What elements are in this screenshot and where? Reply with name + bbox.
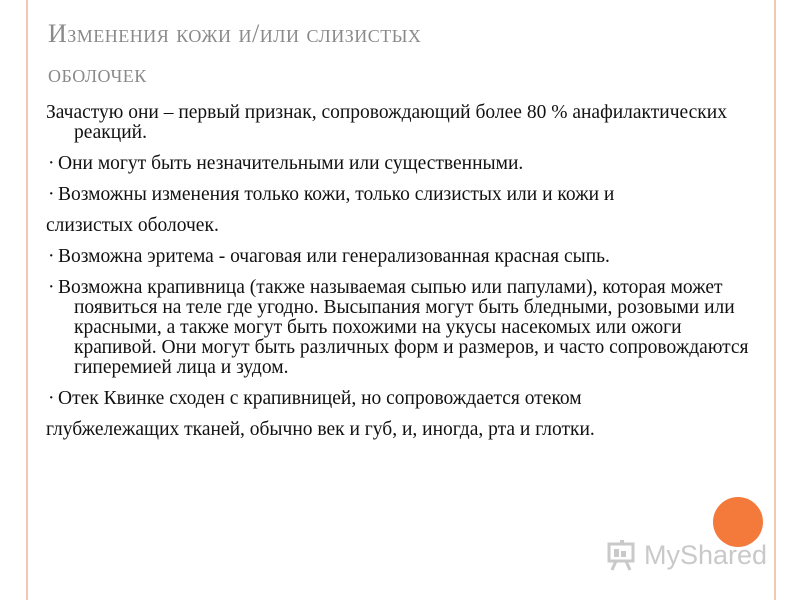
bullet-item: [46, 389, 766, 409]
bullet-text: Возможны изменения только кожи, только слизистых или и кожи и: [58, 184, 615, 205]
bullet-marker: ·: [48, 184, 55, 205]
slide-body: [46, 103, 766, 451]
bullet-item: [46, 278, 766, 378]
bullet-item: [46, 247, 766, 267]
intro-paragraph: Зачастую они – первый признак, сопровождающий более 80 % анафилактических реакций.: [46, 102, 727, 143]
presentation-board-icon: [606, 539, 638, 571]
bullet-text: Возможна эритема - очаговая или генерализованная красная сыпь.: [58, 246, 610, 267]
bullet-marker: ·: [48, 277, 55, 298]
slide-title-line-2: оболочек: [48, 59, 147, 88]
slide-title: [48, 14, 768, 94]
logo-text: MyShared: [644, 539, 768, 570]
bullet-item: [46, 185, 766, 205]
bullet-marker: ·: [48, 246, 55, 267]
myshared-logo: [606, 537, 767, 573]
continuation-line: слизистых оболочек.: [46, 215, 219, 236]
slide-border-left: [26, 0, 28, 600]
bullet-text: Они могут быть незначительными или существенными.: [58, 153, 524, 174]
slide-border-right: [774, 0, 776, 600]
bullet-text: Отек Квинке сходен с крапивницей, но сопровождается отеком: [58, 388, 582, 409]
bullet-marker: ·: [48, 153, 55, 174]
bullet-text: Возможна крапивница (также называемая сыпью или папулами), которая может появиться на теле где угодно. Высыпания могут быть бледными, розовыми или красными, а также могут быть похожими на укусы насекомых или ожоги крапивой. Они могут быть различных форм и размеров, и часто сопровождаются гиперемией лица и зудом.: [58, 277, 749, 378]
bullet-marker: ·: [48, 388, 55, 409]
continuation-paragraph: глубжележащих тканей, обычно век и губ, и, иногда, рта и глотки.: [46, 419, 595, 440]
slide-title-line-1: Изменения кожи и/или слизистых: [48, 19, 422, 48]
bullet-item: [46, 154, 766, 174]
